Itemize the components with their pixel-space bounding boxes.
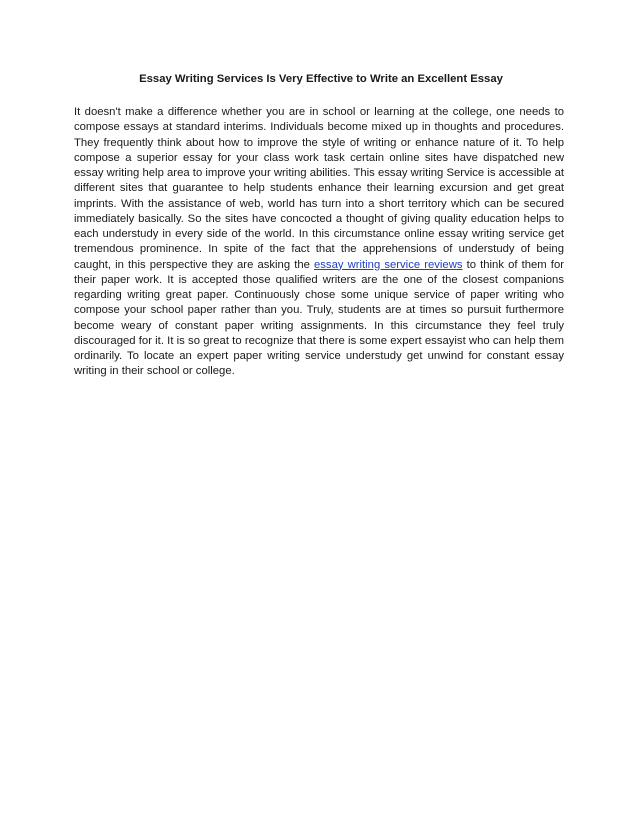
body-paragraph bbox=[74, 105, 564, 380]
document-title: Essay Writing Services Is Very Effective to Write an Excellent Essay bbox=[139, 73, 503, 85]
paragraph-text-after-link: to think of them for their paper work. It is accepted those qualified writers are the one of the closest companions regarding writing great paper. Continuously chose some unique service of paper writing who compose your school paper rather than you. Truly, students are at times so pursuit furthermore become weary of constant paper writing assignments. In this circumstance they feel truly discouraged for it. It is so great to recognize that there is some expert essayist who can help them ordinarily. To locate an expert paper writing service understudy get unwind for constant essay writing in their school or college. bbox=[74, 258, 564, 378]
paragraph-text-before-link: It doesn't make a difference whether you are in school or learning at the college, one needs to compose essays at standard interims. Individuals become mixed up in thoughts and procedures. They frequently think about how to improve the style of writing or enhance nature of it. To help compose a superior essay for your class work task certain online sites have dispatched new essay writing help area to improve your writing abilities. This essay writing Service is accessible at different sites that guarantee to help students enhance their learning excursion and get great imprints. With the assistance of web, world has turn into a short territory which can be secured immediately basically. So the sites have concocted a thought of giving quality education helps to each understudy in every side of the world. In this circumstance online essay writing service get tremendous prominence. In spite of the fact that the apprehensions of understudy of being caught, in this perspective they are asking the bbox=[74, 106, 564, 271]
essay-writing-service-reviews-link[interactable]: essay writing service reviews bbox=[314, 258, 463, 271]
